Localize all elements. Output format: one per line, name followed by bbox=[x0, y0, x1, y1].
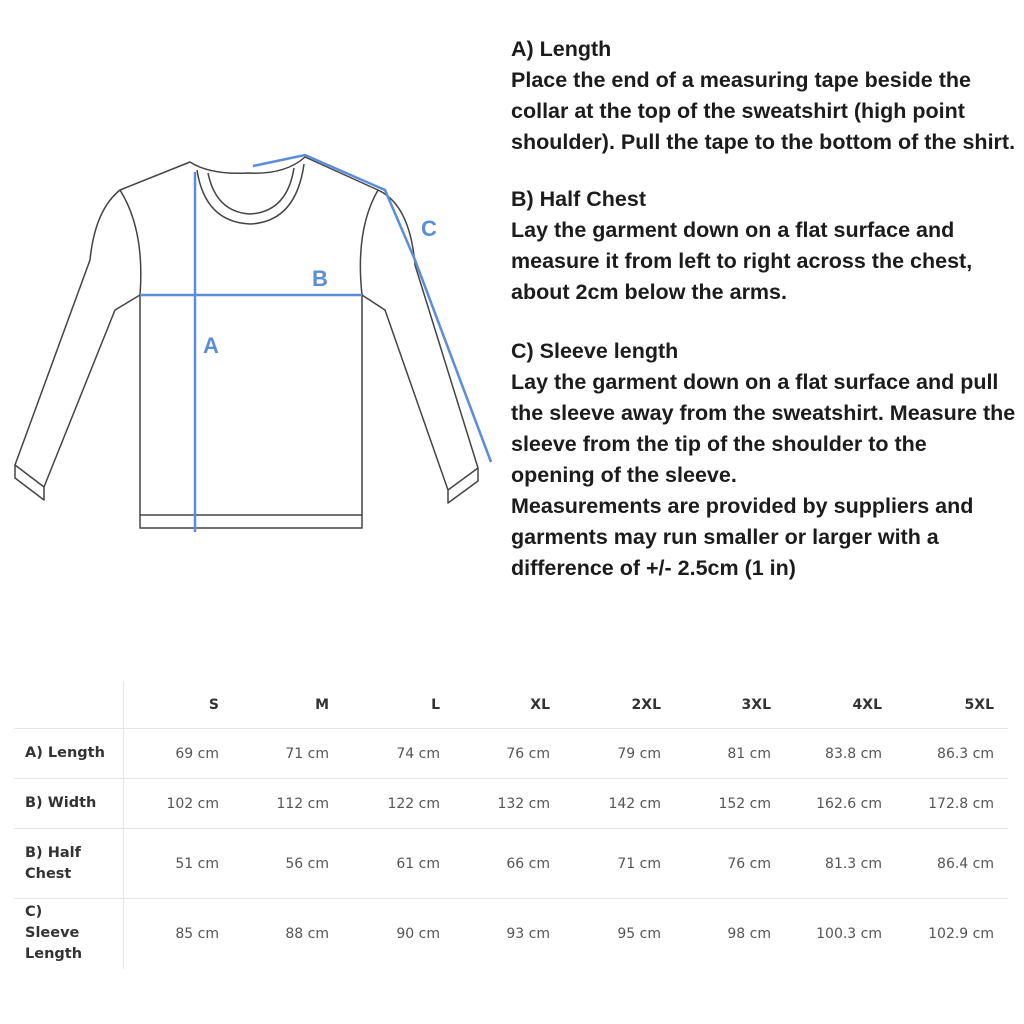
table-cell: 152 cm bbox=[675, 779, 785, 829]
row-label: B) Half Chest bbox=[14, 829, 123, 899]
table-row bbox=[14, 829, 1008, 899]
size-header: L bbox=[343, 681, 454, 729]
sleeve-title: C) Sleeve length bbox=[511, 339, 679, 363]
collar-inner-outline bbox=[208, 168, 294, 214]
table-cell: 69 cm bbox=[123, 729, 233, 779]
table-row bbox=[14, 729, 1008, 779]
length-label: A bbox=[203, 333, 219, 358]
sweatshirt-diagram bbox=[0, 140, 500, 540]
table-cell: 71 cm bbox=[564, 829, 675, 899]
table-cell: 88 cm bbox=[285, 925, 329, 942]
length-title: A) Length bbox=[511, 37, 612, 61]
left-cuff bbox=[15, 465, 44, 500]
table-cell: 102.9 cm bbox=[928, 925, 994, 942]
table-cell: 76 cm bbox=[675, 829, 785, 899]
table-row bbox=[14, 899, 1008, 969]
length-description: Place the end of a measuring tape beside the collar at the top of the sweatshirt (high point shoulder). Pull the tape to the bottom of the shirt. bbox=[511, 68, 1016, 154]
size-header: M bbox=[233, 681, 343, 729]
table-cell: 86.3 cm bbox=[896, 729, 1008, 779]
table-cell: 142 cm bbox=[564, 779, 675, 829]
table-cell: 83.8 cm bbox=[785, 729, 896, 779]
row-label: A) Length bbox=[14, 729, 123, 779]
table-cell: 162.6 cm bbox=[785, 779, 896, 829]
size-header: 5XL bbox=[896, 681, 1008, 729]
table-cell: 81.3 cm bbox=[785, 829, 896, 899]
table-cell: 79 cm bbox=[564, 729, 675, 779]
sweatshirt-body-outline bbox=[15, 157, 478, 515]
size-header: XL bbox=[454, 681, 564, 729]
table-cell: 100.3 cm bbox=[816, 925, 882, 942]
table-cell: 172.8 cm bbox=[896, 779, 1008, 829]
table-cell: 93 cm bbox=[506, 925, 550, 942]
hem-band bbox=[140, 515, 362, 528]
table-cell: 71 cm bbox=[233, 729, 343, 779]
right-cuff bbox=[448, 468, 478, 503]
table-cell: 74 cm bbox=[343, 729, 454, 779]
row-label: B) Width bbox=[14, 779, 123, 829]
table-cell: 90 cm bbox=[396, 925, 440, 942]
half-chest-description: Lay the garment down on a flat surface and measure it from left to right across the chest, about 2cm below the arms. bbox=[511, 218, 973, 304]
table-cell: 85 cm bbox=[175, 925, 219, 942]
half-chest-title: B) Half Chest bbox=[511, 187, 646, 211]
sweatshirt-outline bbox=[15, 157, 478, 528]
right-sleeve-seam bbox=[360, 190, 378, 295]
table-cell: 95 cm bbox=[617, 925, 661, 942]
table-cell: 61 cm bbox=[343, 829, 454, 899]
size-chart-table bbox=[14, 681, 1008, 969]
table-cell: 122 cm bbox=[343, 779, 454, 829]
size-header: 3XL bbox=[675, 681, 785, 729]
measurement-note: Measurements are provided by suppliers and garments may run smaller or larger with a difference of +/- 2.5cm (1 in) bbox=[511, 494, 974, 580]
table-cell: 51 cm bbox=[123, 829, 233, 899]
table-cell: 81 cm bbox=[675, 729, 785, 779]
size-header-row bbox=[14, 681, 1008, 729]
measurement-instructions bbox=[511, 34, 1016, 584]
table-cell: 66 cm bbox=[454, 829, 564, 899]
header-corner bbox=[14, 681, 123, 729]
table-row bbox=[14, 779, 1008, 829]
table-cell: 132 cm bbox=[454, 779, 564, 829]
size-header: 2XL bbox=[564, 681, 675, 729]
table-cell: 86.4 cm bbox=[896, 829, 1008, 899]
sleeve-label: C bbox=[421, 216, 437, 241]
left-sleeve-seam bbox=[120, 190, 141, 295]
half-chest-label: B bbox=[312, 266, 328, 291]
size-header: S bbox=[123, 681, 233, 729]
table-cell: 76 cm bbox=[454, 729, 564, 779]
table-cell: 102 cm bbox=[123, 779, 233, 829]
measure-lines bbox=[140, 155, 491, 532]
size-header: 4XL bbox=[785, 681, 896, 729]
table-cell: 56 cm bbox=[233, 829, 343, 899]
table-cell: 112 cm bbox=[233, 779, 343, 829]
sleeve-description: Lay the garment down on a flat surface and pull the sleeve away from the sweatshirt. Measure the sleeve from the tip of the shoulder to the opening of the sleeve. bbox=[511, 370, 1016, 487]
table-cell: 98 cm bbox=[727, 925, 771, 942]
row-label: C) Sleeve Length bbox=[14, 899, 123, 969]
